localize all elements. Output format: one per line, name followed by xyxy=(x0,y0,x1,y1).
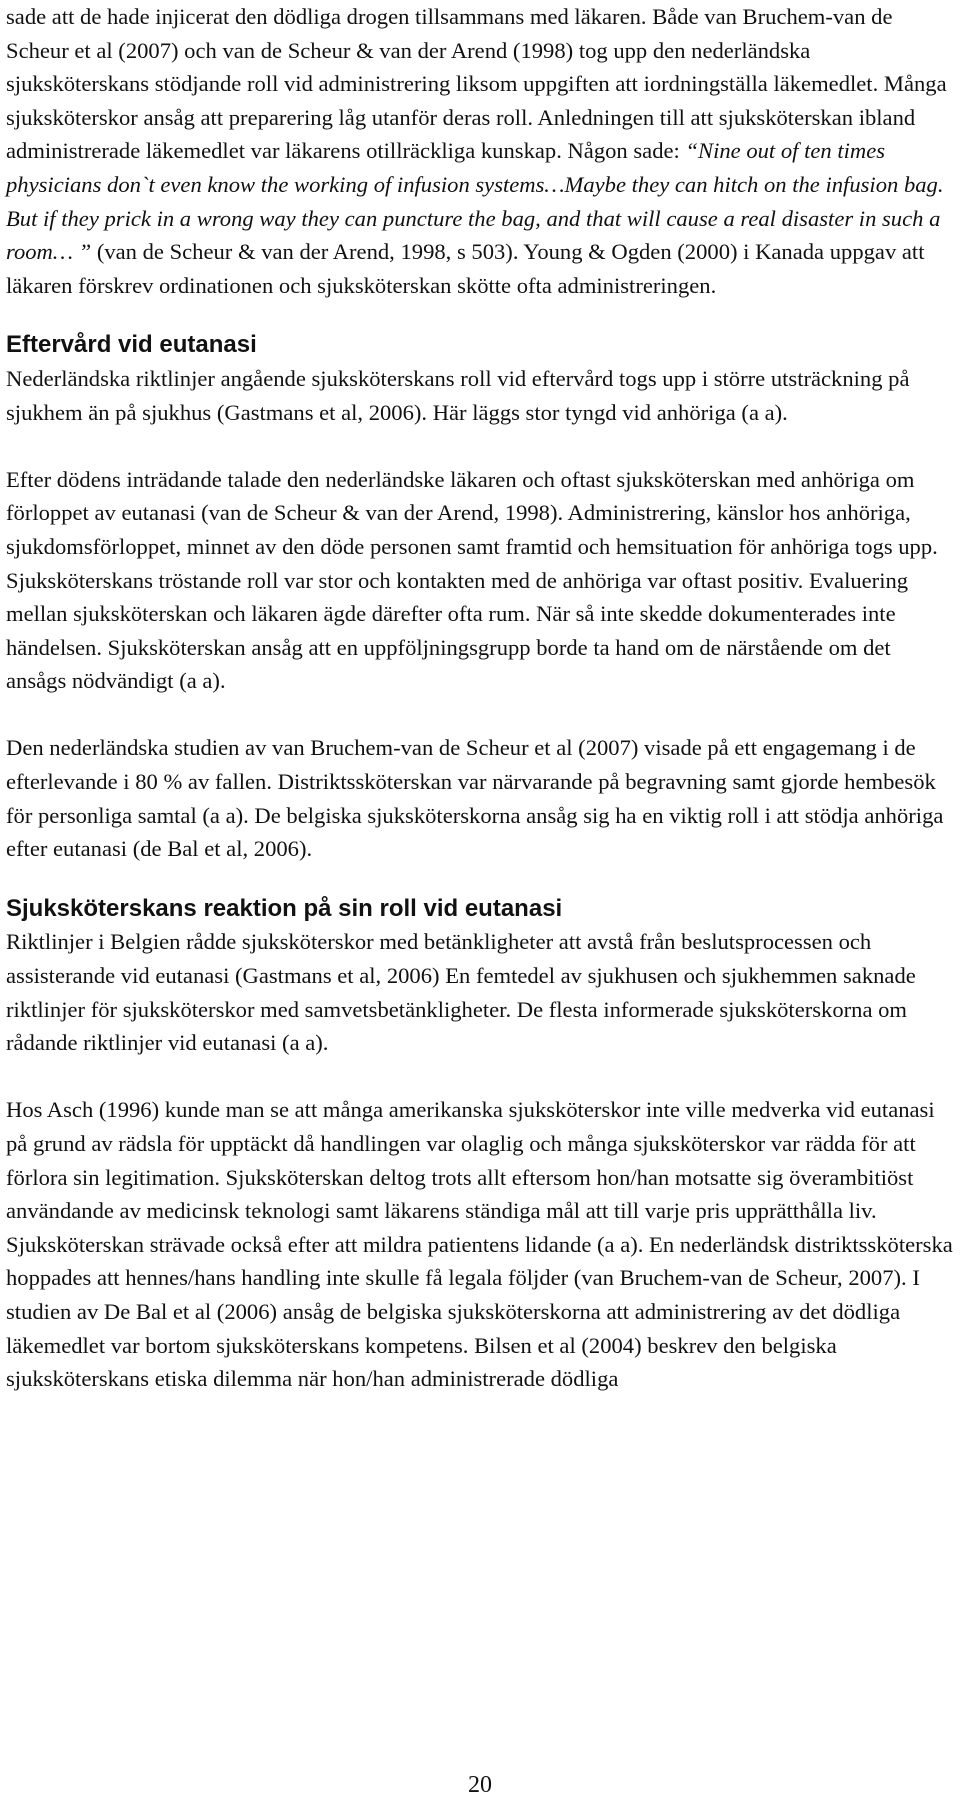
intro-paragraph xyxy=(6,0,956,302)
intro-text-1: sade att de hade injicerat den dödliga drogen tillsammans med läkaren. Både van Bruchem-van de Scheur et al (2007) och van de Scheur & van der Arend (1998) tog upp den nederländska sjuksköterskans stödjande roll vid administrering liksom uppgiften att iordningställa läkemedlet. Många sjuksköterskor ansåg att preparering låg utanför deras roll. Anledningen till att sjuksköterskan ibland administrerade läkemedlet var läkarens otillräckliga kunskap. Någon sade: xyxy=(6,4,947,164)
eftervard-paragraph-3: Den nederländska studien av van Bruchem-van de Scheur et al (2007) visade på ett engagemang i de efterlevande i 80 % av fallen. Distriktssköterskan var närvarande på begravning samt gjorde hembesök för personliga samtal (a a). De belgiska sjuksköterskorna ansåg sig ha en viktig roll i att stödja anhöriga efter eutanasi (de Bal et al, 2006). xyxy=(6,735,944,862)
intro-quote: “Nine out of ten times physicians don`t even know the working of infusion systems…Maybe they can hitch on the infusion bag. But if they prick in a wrong way they can puncture the bag, and that will cause a real disaster in such a room… ” xyxy=(6,138,944,265)
page-body xyxy=(6,0,956,1396)
section-heading-reaktion: Sjuksköterskans reaktion på sin roll vid eutanasi xyxy=(6,894,563,922)
page-number: 20 xyxy=(468,1772,492,1798)
section-heading-eftervard: Eftervård vid eutanasi xyxy=(6,331,257,359)
reaktion-paragraph-2: Hos Asch (1996) kunde man se att många amerikanska sjuksköterskor inte ville medverka vid eutanasi på grund av rädsla för upptäckt då handlingen var olaglig och många sjuksköterskor var rädda för att förlora sin legitimation. Sjuksköterskan deltog trots allt eftersom hon/han motsatte sig överambitiöst användande av medicinsk teknologi samt läkarens ständiga mål att till varje pris upprätthålla liv. Sjuksköterskan strävade också efter att mildra patientens lidande (a a). En nederländsk distriktssköterska hoppades att hennes/hans handling inte skulle få legala följder (van Bruchem-van de Scheur, 2007). I studien av De Bal et al (2006) ansåg de belgiska sjuksköterskorna att administrering av det dödliga läkemedlet var bortom sjuksköterskans kompetens. Bilsen et al (2004) beskrev den belgiska sjuksköterskans etiska dilemma när hon/han administrerade dödliga xyxy=(6,1097,953,1392)
reaktion-paragraph-1: Riktlinjer i Belgien rådde sjuksköterskor med betänkligheter att avstå från beslutsprocessen och assisterande vid eutanasi (Gastmans et al, 2006) En femtedel av sjukhusen och sjukhemmen saknade riktlinjer för sjuksköterskor med samvetsbetänkligheter. De flesta informerade sjuksköterskorna om rådande riktlinjer vid eutanasi (a a). xyxy=(6,929,916,1056)
intro-text-2: (van de Scheur & van der Arend, 1998, s 503). Young & Ogden (2000) i Kanada uppgav att läkaren förskrev ordinationen och sjuksköterskan skötte ofta administreringen. xyxy=(6,239,925,298)
eftervard-paragraph-1: Nederländska riktlinjer angående sjuksköterskans roll vid eftervård togs upp i större utsträckning på sjukhem än på sjukhus (Gastmans et al, 2006). Här läggs stor tyngd vid anhöriga (a a). xyxy=(6,365,910,425)
eftervard-paragraph-2: Efter dödens inträdande talade den nederländske läkaren och oftast sjuksköterskan med anhöriga om förloppet av eutanasi (van de Scheur & van der Arend, 1998). Administrering, känslor hos anhöriga, sjukdomsförloppet, minnet av den döde personen samt framtid och hemsituation för anhöriga togs upp. Sjuksköterskans tröstande roll var stor och kontakten med de anhöriga var oftast positiv. Evaluering mellan sjuksköterskan och läkaren ägde därefter ofta rum. När så inte skedde dokumenterades inte händelsen. Sjuksköterskan ansåg att en uppföljningsgrupp borde ta hand om de närstående om det ansågs nödvändigt (a a). xyxy=(6,466,938,694)
